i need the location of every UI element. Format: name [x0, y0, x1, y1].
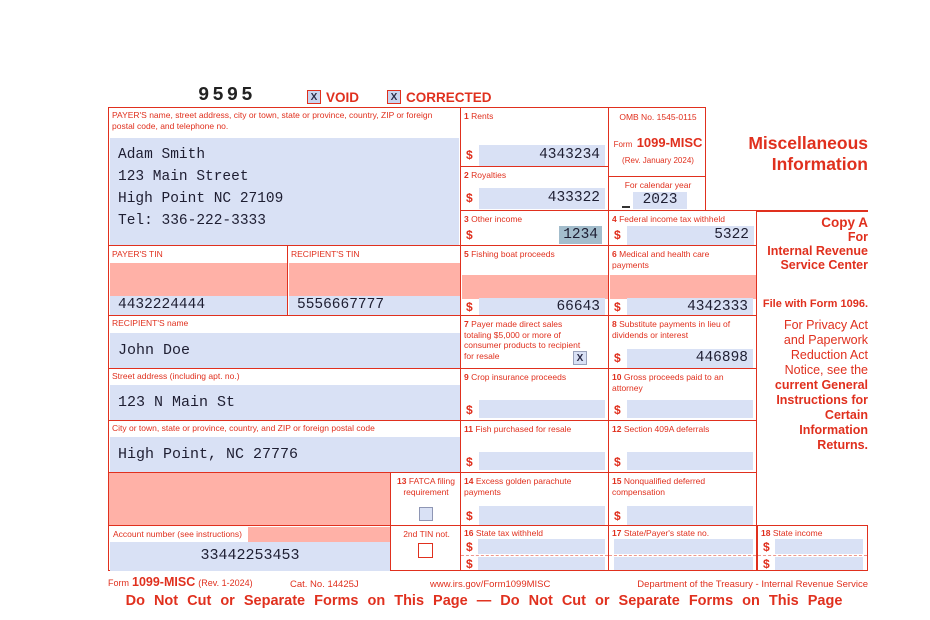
copy-a-margin — [757, 210, 868, 472]
recipient-tin-cell — [287, 245, 461, 316]
box-5-number: 5 — [464, 249, 469, 259]
payer-block-label: PAYER'S name, street address, city or town, state or province, country, ZIP or foreign postal code, and telephone no. — [112, 110, 433, 131]
box-18-state-income-cell — [757, 525, 868, 571]
street-address-cell — [108, 368, 461, 421]
box-18-dollar-sign-1: $ — [763, 540, 770, 554]
box-11-number: 11 — [464, 424, 473, 434]
pink-filler-block — [108, 472, 391, 526]
payer-address-line: Tel: 336-222-3333 — [118, 213, 266, 229]
city-field[interactable]: High Point, NC 27776 — [110, 437, 460, 472]
box-6-label: Medical and health care payments — [612, 249, 710, 270]
box-9-dollar-sign: $ — [466, 403, 473, 417]
corrected-label: CORRECTED — [406, 90, 492, 105]
box-15-field[interactable] — [627, 506, 753, 525]
box-12-number: 12 — [612, 424, 622, 434]
footer-department: Department of the Treasury - Internal Revenue Service — [637, 579, 868, 590]
box-10-attorney-cell — [608, 368, 757, 421]
privacy-line: Reduction Act — [790, 348, 868, 362]
copy-a-irs-2: Service Center — [780, 258, 868, 272]
box-1-number: 1 — [464, 111, 469, 121]
payer-tin-pink-band — [110, 263, 287, 296]
omb-form-name: 1099-MISC — [636, 135, 703, 150]
box-16-field-2[interactable] — [478, 557, 605, 570]
direct-sales-check-mark: X — [576, 352, 584, 364]
box-2-royalties-cell — [460, 166, 609, 211]
box-8-label: Substitute payments in lieu of dividends or interest — [612, 319, 731, 340]
instructions-line: current General — [774, 378, 868, 392]
second-tin-label: 2nd TIN not. — [403, 529, 450, 539]
account-number-field[interactable]: 33442253453 — [110, 542, 390, 571]
box-5-dollar-sign: $ — [466, 300, 473, 314]
box-11-fish-cell — [460, 420, 609, 473]
box-14-parachute-cell — [460, 472, 609, 526]
payer-tin-cell — [108, 245, 288, 316]
corrected-checkbox[interactable] — [387, 90, 401, 104]
form-title-line1: Miscellaneous — [748, 133, 868, 153]
box-4-fed-tax-cell — [608, 210, 757, 246]
omb-form-word: Form — [613, 140, 633, 149]
payer-address-line: Adam Smith — [118, 147, 206, 163]
box-1-label: Rents — [471, 111, 494, 121]
box-18-dashed-divider — [758, 555, 867, 556]
second-tin-checkbox[interactable] — [418, 543, 433, 558]
omb-number: OMB No. 1545-0115 — [619, 112, 697, 122]
box-1-dollar-sign: $ — [466, 148, 473, 162]
box-10-dollar-sign: $ — [614, 403, 621, 417]
box-9-field[interactable] — [479, 400, 605, 418]
city-label: City or town, state or province, country, and ZIP or foreign postal code — [112, 423, 375, 433]
account-number-cell — [108, 525, 391, 571]
recipient-tin-pink-band — [289, 263, 460, 296]
copy-a-title: Copy A — [821, 215, 868, 230]
box-16-label: State tax withheld — [475, 528, 543, 538]
box-8-field[interactable]: 446898 — [627, 349, 753, 368]
form-title — [690, 133, 868, 175]
box-6-medical-cell — [608, 245, 757, 316]
box-14-field[interactable] — [479, 506, 605, 525]
box-7-number: 7 — [464, 319, 469, 329]
box-2-field[interactable]: 433322 — [479, 188, 605, 209]
void-checkbox[interactable] — [307, 90, 321, 104]
box-18-dollar-sign-2: $ — [763, 557, 770, 571]
box-14-label: Excess golden parachute payments — [464, 476, 572, 497]
box-17-field-1[interactable] — [614, 539, 753, 554]
privacy-notice — [757, 318, 868, 378]
box-13-label: FATCA filing requirement — [403, 476, 455, 497]
second-tin-cell — [390, 525, 461, 571]
privacy-line: Notice, see the — [784, 363, 868, 377]
instructions-line: Returns. — [817, 438, 868, 452]
box-1-field[interactable]: 4343234 — [479, 145, 605, 166]
box-4-label: Federal income tax withheld — [619, 214, 725, 224]
box-15-nonqualified-cell — [608, 472, 757, 526]
footer-form-word: Form — [108, 578, 129, 588]
box-2-label: Royalties — [471, 170, 507, 180]
box-3-other-income-cell — [460, 210, 609, 246]
box-5-pink-band — [462, 275, 608, 299]
form-scan-code: 9595 — [198, 84, 256, 106]
payer-address-line: 123 Main Street — [118, 169, 249, 185]
street-address-label: Street address (including apt. no.) — [112, 371, 240, 381]
box-13-number: 13 — [397, 476, 407, 486]
box-18-field-1[interactable] — [775, 539, 863, 554]
privacy-line: and Paperwork — [783, 333, 868, 347]
box-3-number: 3 — [464, 214, 469, 224]
payer-address-line: High Point NC 27109 — [118, 191, 284, 207]
fatca-checkbox[interactable] — [419, 507, 433, 521]
box-7-label: Payer made direct sales totaling $5,000 or more of consumer products to recipient for resale — [464, 319, 581, 361]
box-13-fatca-cell — [390, 472, 461, 526]
general-instructions-notice — [757, 378, 868, 453]
box-16-number: 16 — [464, 528, 474, 538]
box-3-label: Other income — [471, 214, 523, 224]
box-12-label: Section 409A deferrals — [623, 424, 710, 434]
instructions-line: Information — [799, 423, 868, 437]
box-17-label: State/Payer's state no. — [623, 528, 710, 538]
box-18-label: State income — [772, 528, 823, 538]
recipient-name-cell — [108, 315, 461, 369]
box-16-dollar-sign-1: $ — [466, 540, 473, 554]
box-3-dollar-sign: $ — [466, 228, 473, 242]
box-4-number: 4 — [612, 214, 617, 224]
footer-revision: (Rev. 1-2024) — [198, 578, 253, 588]
box-15-dollar-sign: $ — [614, 509, 621, 523]
payer-info-cell — [108, 107, 461, 246]
box-15-number: 15 — [612, 476, 622, 486]
box-14-dollar-sign: $ — [466, 509, 473, 523]
box-4-dollar-sign: $ — [614, 228, 621, 242]
recipient-tin-field[interactable]: 5556667777 — [289, 296, 460, 315]
year-underscore-mark — [622, 206, 630, 208]
footer-form-name: 1099-MISC — [132, 575, 196, 589]
do-not-cut-warning: Do Not Cut or Separate Forms on This Page — Do Not Cut or Separate Forms on This Page — [125, 593, 843, 609]
copy-a-irs-1: Internal Revenue — [767, 244, 868, 258]
calendar-year-label: For calendar year — [624, 180, 692, 190]
box-8-dollar-sign: $ — [614, 351, 621, 365]
box-5-fishing-cell — [460, 245, 609, 316]
box-17-number: 17 — [612, 528, 622, 538]
void-check-mark: X — [310, 91, 318, 103]
box-11-label: Fish purchased for resale — [475, 424, 572, 434]
footer-cat-number: Cat. No. 14425J — [290, 579, 359, 590]
box-9-label: Crop insurance proceeds — [471, 372, 567, 382]
box-9-crop-cell — [460, 368, 609, 421]
box-2-number: 2 — [464, 170, 469, 180]
recipient-name-field[interactable]: John Doe — [110, 333, 460, 368]
instructions-line: Instructions for — [776, 393, 868, 407]
box-12-dollar-sign: $ — [614, 455, 621, 469]
box-4-field[interactable]: 5322 — [627, 226, 754, 245]
footer-irs-url[interactable]: www.irs.gov/Form1099MISC — [430, 579, 551, 590]
box-10-field[interactable] — [627, 400, 753, 418]
city-cell — [108, 420, 461, 473]
box-8-number: 8 — [612, 319, 617, 329]
payer-address-field[interactable] — [110, 138, 459, 245]
box-12-409a-cell — [608, 420, 757, 473]
box-6-pink-band — [610, 275, 756, 299]
box-16-dashed-divider — [461, 555, 608, 556]
box-15-label: Nonqualified deferred compensation — [612, 476, 706, 497]
box-17-dashed-divider — [609, 555, 756, 556]
payer-tin-label: PAYER'S TIN — [112, 249, 163, 259]
street-address-field[interactable]: 123 N Main St — [110, 385, 460, 420]
box-3-field-highlighted[interactable]: 1234 — [559, 226, 602, 244]
footer-form-id — [108, 575, 253, 589]
box-16-dollar-sign-2: $ — [466, 557, 473, 571]
void-label: VOID — [326, 90, 360, 105]
box-11-field[interactable] — [479, 452, 605, 470]
box-5-field[interactable]: 66643 — [479, 298, 605, 316]
recipient-tin-label: RECIPIENT'S TIN — [291, 249, 360, 259]
form-title-line2: Information — [771, 154, 868, 174]
privacy-line: For Privacy Act — [783, 318, 868, 332]
box-10-label: Gross proceeds paid to an attorney — [612, 372, 724, 393]
box-2-dollar-sign: $ — [466, 191, 473, 205]
omb-divider — [609, 176, 705, 177]
box-1-rents-cell — [460, 107, 609, 167]
box-6-number: 6 — [612, 249, 617, 259]
box-16-state-tax-cell — [460, 525, 609, 571]
instructions-line: Certain — [824, 408, 868, 422]
box-16-field-1[interactable] — [478, 539, 605, 554]
calendar-year-field[interactable]: 2023 — [633, 192, 687, 209]
box-10-number: 10 — [612, 372, 622, 382]
box-9-number: 9 — [464, 372, 469, 382]
account-number-label: Account number (see instructions) — [110, 527, 248, 542]
direct-sales-checkbox[interactable] — [573, 351, 587, 365]
omb-revision: (Rev. January 2024) — [622, 156, 694, 165]
box-17-field-2[interactable] — [614, 557, 753, 570]
payer-tin-field[interactable]: 4432224444 — [110, 296, 287, 315]
copy-a-for: For — [847, 230, 868, 244]
box-18-field-2[interactable] — [775, 557, 863, 570]
box-6-field[interactable]: 4342333 — [627, 298, 753, 316]
corrected-check-mark: X — [390, 91, 398, 103]
box-6-dollar-sign: $ — [614, 300, 621, 314]
box-17-state-no-cell — [608, 525, 757, 571]
box-12-field[interactable] — [627, 452, 753, 470]
box-18-number: 18 — [761, 528, 771, 538]
box-14-number: 14 — [464, 476, 474, 486]
recipient-name-label: RECIPIENT'S name — [112, 318, 189, 328]
file-with-1096: File with Form 1096. — [762, 298, 868, 310]
box-11-dollar-sign: $ — [466, 455, 473, 469]
box-7-direct-sales-cell — [460, 315, 609, 369]
box-8-substitute-cell — [608, 315, 757, 369]
box-5-label: Fishing boat proceeds — [471, 249, 555, 259]
